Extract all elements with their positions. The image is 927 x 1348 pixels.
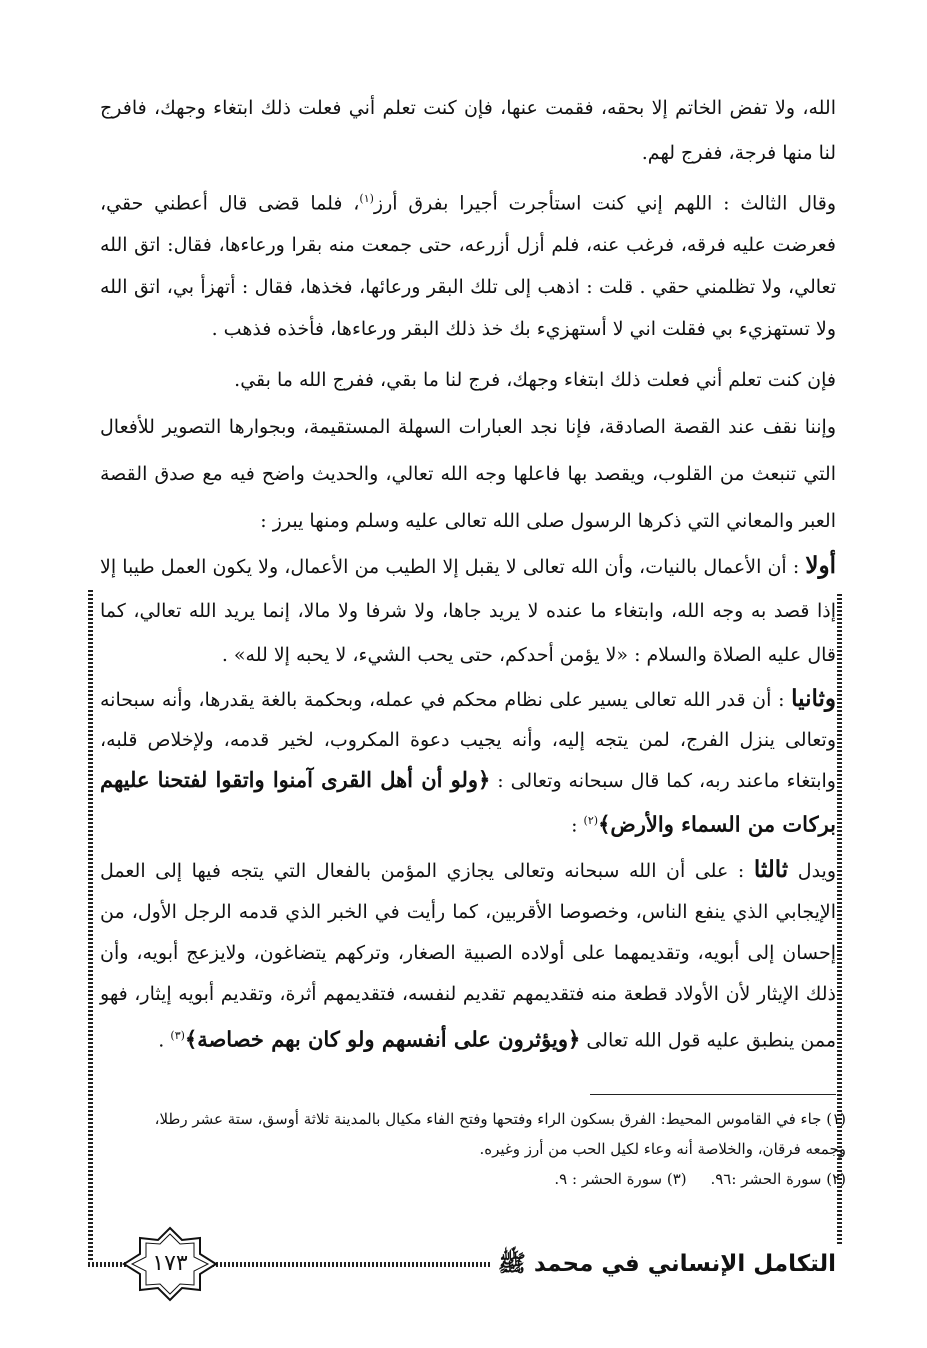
paragraph-4: وإننا نقف عند القصة الصادقة، فإنا نجد العبارات السهلة المستقيمة، وبجوارها التصوير للأفعال التي تنبعث من القلوب، ويقصد بها فاعلها وجه الله تعالي، والحديث واضح فيه مع صدق القصة العبر والمعاني التي ذكرها الرسول صلى الله تعالى عليه وسلم ومنها يبرز :: [100, 416, 836, 532]
page-border-left: [88, 590, 93, 1266]
footnote-ref-3: (٣): [170, 1029, 185, 1042]
footnote-divider: [590, 1094, 836, 1095]
footnote-2: (٢) سورة الحشر :٩٦.: [710, 1170, 846, 1188]
page-badge: [120, 1226, 220, 1302]
quran-verse-1: ﴿ولو أن أهل القرى آمنوا واتقوا لفتحنا عليهم بركات من السماء والأرض﴾: [100, 767, 836, 837]
keyword-first: أولا: [805, 552, 836, 579]
footnote-ref-2: (٢): [583, 814, 599, 827]
paragraph-1: الله، ولا تفض الخاتم إلا بحقه، فقمت عنها، فإن كنت تعلم أني فعلت ذلك ابتغاء وجهك، فافرج لنا منها فرجة، ففرج لهم.: [100, 97, 836, 164]
footnote-ref-1: (١): [359, 192, 374, 205]
keyword-second: وثانيا: [791, 685, 836, 712]
footnote-2-3: [110, 1164, 846, 1194]
footnotes: [110, 1104, 846, 1194]
quran-verse-2: ﴿ويؤثرون على أنفسهم ولو كان بهم خصاصة﴾: [184, 1026, 581, 1052]
paragraph-2: وقال الثالث : اللهم إني كنت استأجرت أجيرا بفرق أرز$^{(١)}$، فلما قضى قال أعطني حقي، فعرضت عليه فرقه، فرغب عنه، فلم أزل أزرعه، حتى جمعت منه بقرا ورعاءها، فقال: اتق الله تعالي، ولا تظلمني حقي . قلت : اذهب إلى تلك البقر ورعائها، فخذها، فقال : أتهزأ بي، اتق الله ولا تستهزيء بي فقلت اني لا أستهزيء بك خذ ذلك البقر ورعاءها، فأخذه فذهب .: [100, 192, 836, 341]
paragraph-third-point: ويدل ثالثا : على أن الله سبحانه وتعالى يجازي المؤمن بالفعال التي يتجه فيها إلى العمل الإيجابي الذي ينفع الناس، وخصوصا الأقربين، كما رأيت في الخبر الذي قدمه الرجل الأول، من إحسان إلى أبويه، وتقديمهما على أولاده الصبية الصغار، وتركهم يتضاغون، ولايزعج أبويه، وأن ذلك الإيثار لأن الأولاد قطعة منه فتقديمهم تقديم لنفسه، فتقديمهم أثرة، وتقديم أبويه إيثار، فهو ممن ينطبق عليه قول الله تعالى ﴿ويؤثرون على أنفسهم ولو كان بهم خصاصة﴾$^{(٣)}$ .: [100, 856, 837, 1052]
footnote-3: (٣) سورة الحشر : ٩.: [554, 1170, 687, 1188]
page-number: ١٧٣: [152, 1251, 188, 1276]
paragraph-first-point: أولا : أن الأعمال بالنيات، وأن الله تعالى لا يقبل إلا الطيب من الأعمال، ولا يكون العمل طيبا إلا إذا قصد به وجه الله، وابتغاء ما عنده لا يريد جاها، ولا شرفا ولا مالا، إنما يريد الله تعالي، كما قال عليه الصلاة والسلام : «لا يؤمن أحدكم، حتى يحب الشيء، لا يحبه إلا لله» .: [100, 552, 836, 666]
footnote-1: (١) جاء في القاموس المحيط: الفرق بسكون الراء وفتحها وفتح الفاء مكيال بالمدينة ثلاثة أوسق، ستة عشر رطلا، وجمعه فرقان، والخلاصة أنه وعاء لكيل الحب من أرز وغيره.: [154, 1110, 846, 1158]
paragraph-second-point: وثانيا : أن قدر الله تعالى يسير على نظام محكم في عمله، وبحكمة بالغة يقدرها، وأنه سبحانه وتعالى ينزل الفرج، لمن يتجه إليه، وأنه يجيب دعوة المكروب، لخير قدمه، ولإخلاص قلبه، وابتغاء ماعند ربه، كما قال سبحانه وتعالى : ﴿ولو أن أهل القرى آمنوا واتقوا لفتحنا عليهم بركات من السماء والأرض﴾$^{(٢)}$ :: [100, 685, 836, 837]
paragraph-3: فإن كنت تعلم أني فعلت ذلك ابتغاء وجهك، فرج لنا ما بقي، ففرج الله ما بقي.: [234, 369, 836, 391]
book-title: التكامل الإنساني في محمد ﷺ: [490, 1244, 842, 1284]
keyword-third: ثالثا: [753, 856, 789, 883]
